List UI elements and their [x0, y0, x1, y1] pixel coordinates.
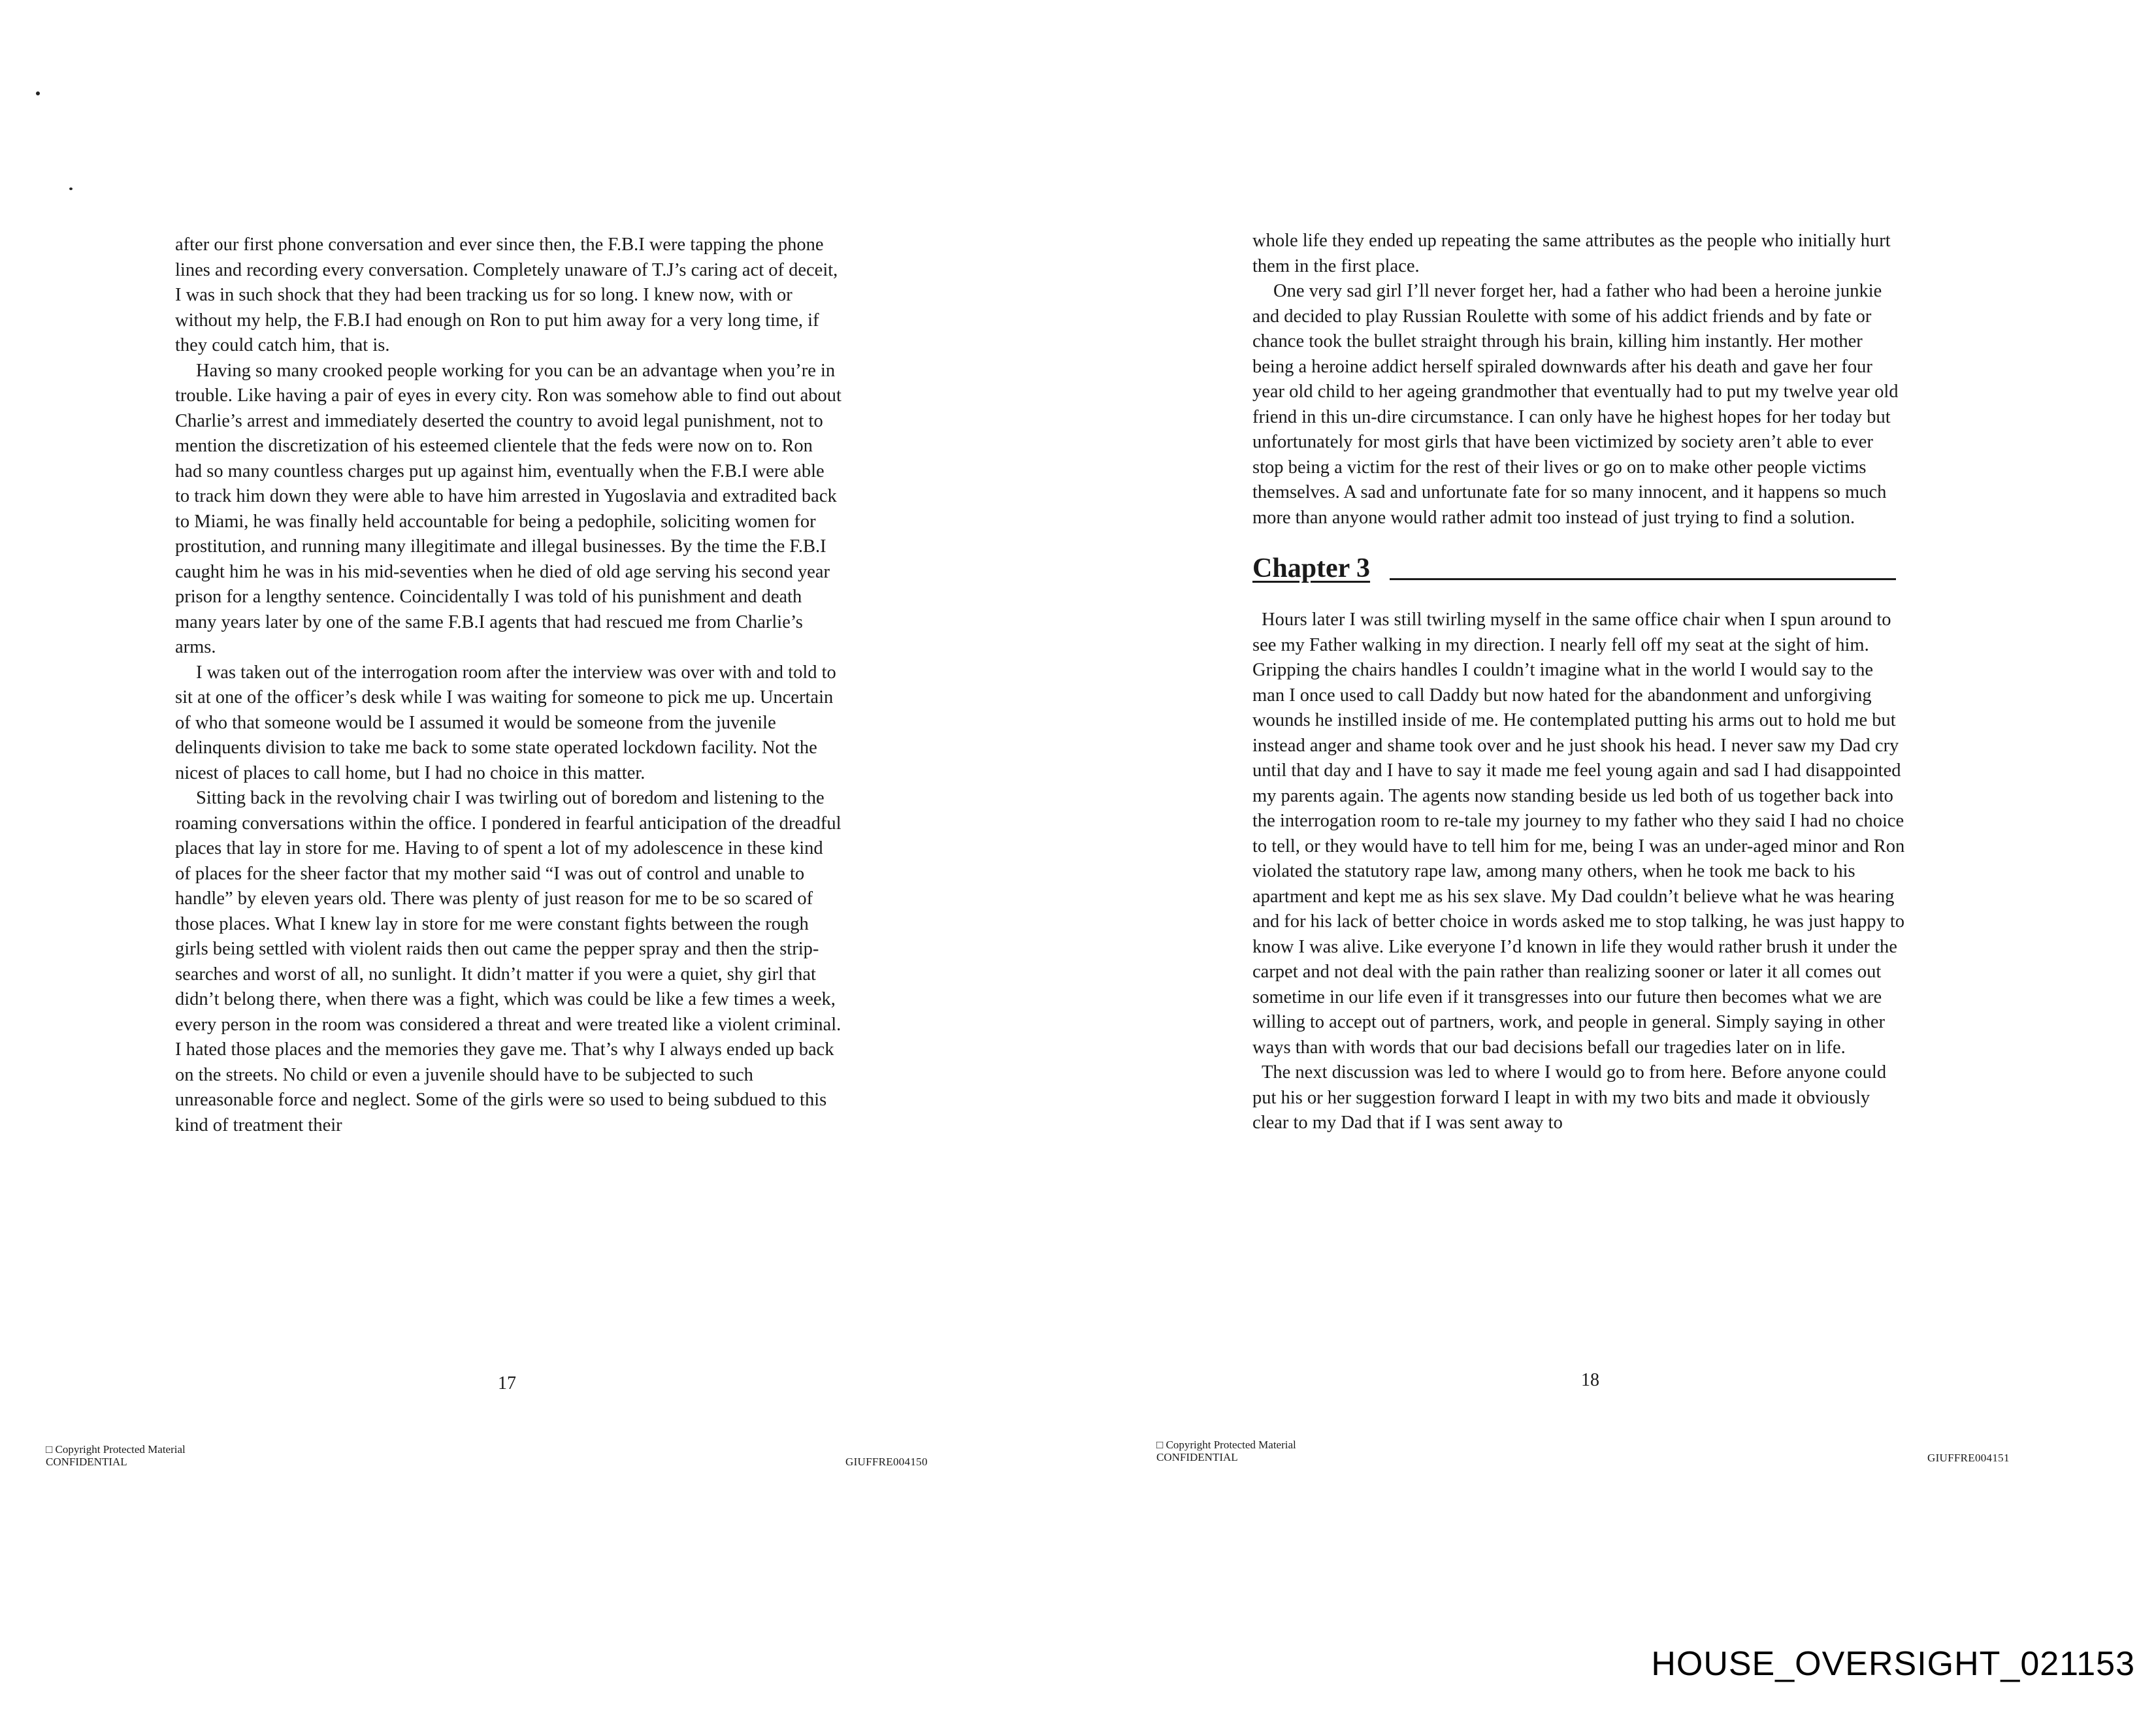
right-bates-number: GIUFFRE004151	[1927, 1452, 2010, 1464]
house-oversight-stamp: HOUSE_OVERSIGHT_021153	[1651, 1645, 2135, 1683]
scan-dot-top	[36, 91, 40, 95]
right-footer-notice	[1156, 1439, 1296, 1463]
chapter-title: Chapter 3	[1252, 553, 1371, 583]
left-bates-number: GIUFFRE004150	[845, 1456, 928, 1468]
left-footer-confidential: CONFIDENTIAL	[46, 1456, 127, 1468]
left-paragraph-3: I was taken out of the interrogation room after the interview was over with and told to sit at one of the officer’s desk while I was waiting for someone to pick me up. Uncertain of who that someone would be I assumed it would be someone from the juvenile delinquents division to take me back to some state operated lockdown facility. Not the nicest of places to call home, but I had no choice in this matter.	[175, 662, 836, 783]
right-paragraph-2: One very sad girl I’ll never forget her, had a father who had been a heroine junkie and decided to play Russian Roulette with some of his addict friends and by fate or chance took the bullet straight through his brain, killing him instantly. Her mother being a heroine addict herself spiraled downwards after his death and gave her four year old child to her ageing grandmother that eventually had to put my twelve year old friend in this un-dire circumstance. I can only have he highest hopes for her today but unfortunately for most girls that have been victimized by society aren’t able to ever stop being a victim for the rest of their lives or go on to make other people victims themselves. A sad and unfortunate fate for so many innocent, and it happens so much more than anyone would rather admit too instead of just trying to find a solution.	[1252, 281, 1899, 528]
right-page-number: 18	[1581, 1370, 1599, 1390]
chapter-underline-rule	[1390, 578, 1896, 580]
right-footer-copyright: □ Copyright Protected Material	[1156, 1439, 1296, 1451]
left-footer-notice	[46, 1443, 186, 1468]
right-page-body	[1252, 229, 1906, 1136]
scan-dot-lower	[69, 187, 73, 190]
left-paragraph-1: after our first phone conversation and ever since then, the F.B.I were tapping the phone lines and recording every conversation. Completely unaware of T.J’s caring act of deceit, I was in such shock that they had been tracking us for so long. I knew now, with or without my help, the F.B.I had enough on Ron to put him away for a very long time, if they could catch him, that is.	[175, 235, 838, 355]
left-page-number: 17	[498, 1373, 516, 1393]
left-paragraph-4: Sitting back in the revolving chair I was twirling out of boredom and listening to the roaming conversations within the office. I pondered in fearful anticipation of the dreadful places that lay in store for me. Having to of spent a lot of my adolescence in these kind of places for the sheer factor that my mother said “I was out of control and unable to handle” by eleven years old. There was plenty of just reason for me to be so scared of those places. What I knew lay in store for me were constant fights between the rough girls being settled with violent raids then out came the pepper spray and then the strip-searches and worst of all, no sunlight. It didn’t matter if you were a quiet, shy girl that didn’t belong there, when there was a fight, which was could be like a few times a week, every person in the room was considered a threat and were treated like a violent criminal. I hated those places and the memories they gave me. That’s why I always ended up back on the streets. No child or even a juvenile should have to be subjected to such unreasonable force and neglect. Some of the girls were so used to being subdued to this kind of treatment their	[175, 788, 841, 1135]
right-paragraph-3: Hours later I was still twirling myself in the same office chair when I spun around to see my Father walking in my direction. I nearly fell off my seat at the sight of him. Gripping the chairs handles I couldn’t imagine what in the world I would say to the man I once used to call Daddy but now hated for the abandonment and unforgiving wounds he instilled inside of me. He contemplated putting his arms out to hold me but instead anger and shame took over and he just shook his head. I never saw my Dad cry until that day and I have to say it made me feel young again and sad I had disappointed my parents again. The agents now standing beside us led both of us together back into the interrogation room to re-tale my journey to my father who they said I had no choice to tell, or they would have to tell him for me, being I was an under-aged minor and Ron violated the statutory rape law, among many others, when he took me back to his apartment and kept me as his sex slave. My Dad couldn’t believe what he was hearing and for his lack of better choice in words asked me to stop talking, he was just happy to know I was alive. Like everyone I’d known in life they would rather brush it under the carpet and not deal with the pain rather than realizing sooner or later it all comes out sometime in our life even if it transgresses into our future then becomes what we are willing to accept out of partners, work, and people in general. Simply saying in other ways than with words that our bad decisions befall our tragedies later on in life.	[1252, 610, 1905, 1058]
left-paragraph-2: Having so many crooked people working for you can be an advantage when you’re in trouble. Like having a pair of eyes in every city. Ron was somehow able to find out about Charlie’s arrest and immediately deserted the country to avoid legal punishment, not to mention the discretization of his esteemed clientele that the feds were now on to. Ron had so many countless charges put up against him, eventually when the F.B.I were able to track him down they were able to have him arrested in Yugoslavia and extradited back to Miami, he was finally held accountable for being a pedophile, soliciting women for prostitution, and running many illegitimate and illegal businesses. By the time the F.B.I caught him he was in his mid-seventies when he died of old age serving his second year prison for a lengthy sentence. Coincidentally I was told of his punishment and death many years later by one of the same F.B.I agents that had rescued me from Charlie’s arms.	[175, 360, 841, 657]
chapter-heading	[1252, 551, 1906, 585]
right-paragraph-4: The next discussion was led to where I would go to from here. Before anyone could put his or her suggestion forward I leapt in with my two bits and made it obviously clear to my Dad that if I was sent away to	[1252, 1062, 1887, 1133]
left-page-body	[175, 233, 841, 1138]
right-paragraph-1: whole life they ended up repeating the same attributes as the people who initially hurt them in the first place.	[1252, 231, 1891, 276]
left-footer-copyright: □ Copyright Protected Material	[46, 1443, 186, 1456]
right-footer-confidential: CONFIDENTIAL	[1156, 1451, 1238, 1463]
